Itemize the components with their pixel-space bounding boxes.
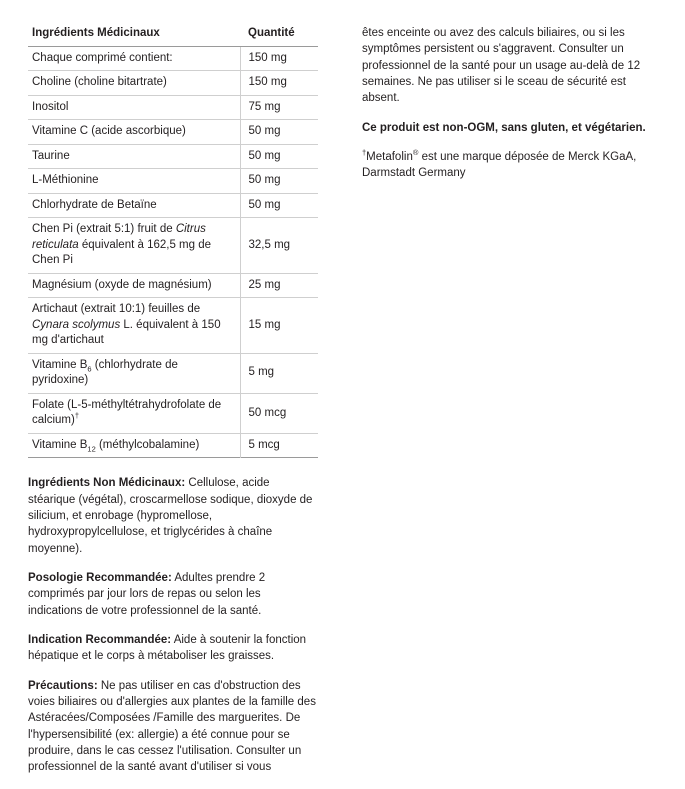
table-row [28,71,318,96]
cell-ingredient-name: Chlorhydrate de Betaïne [28,193,240,218]
non-medicinal-ingredients-paragraph [28,475,318,557]
cell-ingredient-qty: 50 mg [248,125,281,138]
cell-ingredient-qty: 50 mcg [248,406,287,419]
cell-ingredient-name: Choline (choline bitartrate) [28,71,240,96]
two-column-layout [18,22,667,789]
ingredients-table [28,22,318,458]
right-column [362,22,662,194]
cell-ingredient-name: Folate (L-5-méthyltétrahydrofolate de calcium)† [28,393,240,433]
precautions-label: Précautions: [28,679,98,692]
cell-ingredient-name: Taurine [28,144,240,169]
dagger-marker: † [362,148,367,158]
column-header-quantity: Quantité [240,22,318,46]
table-row [28,193,318,218]
dosage-label: Posologie Recommandée: [28,571,172,584]
non-medicinal-label: Ingrédients Non Médicinaux: [28,477,186,490]
cell-ingredient-name: L-Méthionine [28,169,240,194]
indication-paragraph [28,632,318,665]
cell-ingredient-qty: 25 mg [248,278,281,291]
left-column [18,22,340,789]
cell-ingredient-name: Artichaut (extrait 10:1) feuilles de Cynara scolymus L. équivalent à 150 mg d'artichaut [28,298,240,354]
cell-ingredient-qty: 50 mg [248,149,281,162]
table-row [28,144,318,169]
cell-ingredient-name: Magnésium (oxyde de magnésium) [28,273,240,298]
table-row [28,273,318,298]
dosage-paragraph [28,570,318,619]
dosage-text: Adultes prendre 2 comprimés par jour lors de repas ou selon les indications de votre professionnel de la santé. [28,571,266,617]
trademark-note: †Metafolin® est une marque déposée de Merck KGaA, Darmstadt Germany [362,148,637,180]
product-claims: Ce produit est non-OGM, sans gluten, et végétarien. [362,121,646,134]
table-row [28,46,318,71]
table-body [28,46,318,458]
cell-ingredient-qty: 50 mg [248,174,281,187]
cell-ingredient-name: Vitamine $B_6$ (chlorhydrate de pyridoxine) [28,353,240,393]
column-header-ingredient: Ingrédients Médicinaux [28,22,240,46]
cell-ingredient-name: Vitamine $B_{12}$ (méthylcobalamine) [28,433,240,458]
non-medicinal-text: Cellulose, acide stéarique (végétal), croscarmellose sodique, dioxyde de silicium, et enrobage (hypromellose, hydroxypropylcellulose, et triglycérides à chaîne moyenne). [28,477,313,555]
cell-ingredient-name: Chaque comprimé contient: [28,46,240,71]
precautions-paragraph [28,678,318,776]
table-row [28,393,318,433]
table-row [28,353,318,393]
cell-ingredient-qty: 5 mg [248,366,275,379]
indication-text: Aide à soutenir la fonction hépatique et le corps à métaboliser les graisses. [28,633,307,663]
cell-ingredient-qty: 5 mcg [248,438,280,451]
table-row [28,298,318,354]
precautions-text: Ne pas utiliser en cas d'obstruction des voies biliaires ou d'allergies aux plantes de la famille des Astéracées/Composées /Famille des marguerites. De l'hypersensibilité (ex: allergie) a été connue pour se produire, dans le cas cessez l'utilisation. Consulter un professionnel de la santé avant d'utiliser si vous [28,679,316,774]
cell-ingredient-qty: 150 mg [248,51,287,64]
cell-ingredient-name: Chen Pi (extrait 5:1) fruit de Citrus reticulata équivalent à 162,5 mg de Chen Pi [28,218,240,274]
cell-ingredient-qty: 75 mg [248,100,281,113]
precautions-continuation: êtes enceinte ou avez des calculs biliaires, ou si les symptômes persistent ou s'aggravent. Consulter un professionnel de la santé pour un usage au-delà de 12 semaines. Ne pas utiliser si le sceau de sécurité est absent. [362,27,641,105]
cell-ingredient-name: Inositol [28,95,240,120]
table-header [28,22,318,46]
table-row [28,433,318,458]
table-row [28,218,318,274]
table-row [28,169,318,194]
table-header-row [28,22,318,46]
cell-ingredient-qty: 15 mg [248,318,281,331]
cell-ingredient-qty: 150 mg [248,76,287,89]
registered-icon: ® [412,148,419,158]
cell-ingredient-qty: 32,5 mg [248,238,291,251]
cell-ingredient-name: Vitamine C (acide ascorbique) [28,120,240,145]
table-row [28,95,318,120]
indication-label: Indication Recommandée: [28,633,172,646]
table-row [28,120,318,145]
cell-ingredient-qty: 50 mg [248,198,281,211]
